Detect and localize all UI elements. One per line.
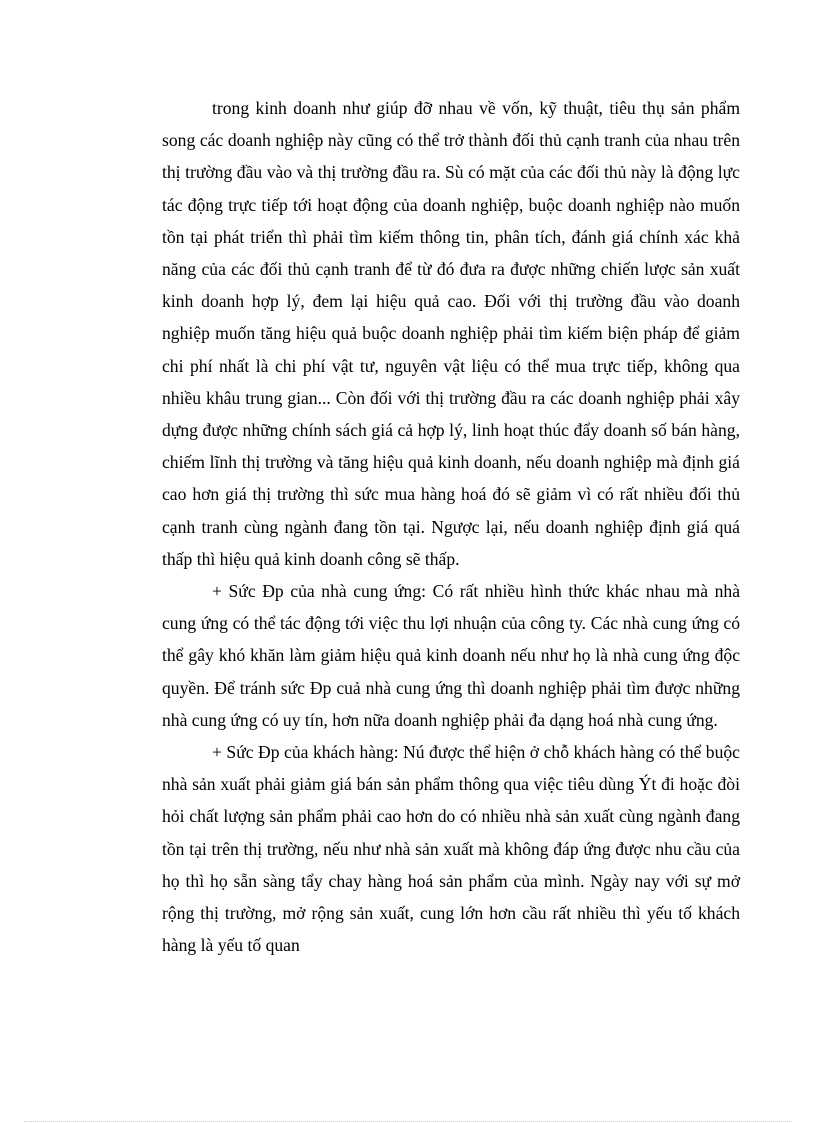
document-page (162, 92, 740, 961)
body-paragraph-supplier-pressure: + Sức Ðp của nhà cung ứng: Có rất nhiều hình thức khác nhau mà nhà cung ứng có thể tác động tới việc thu lợi nhuận của công ty. Các nhà cung ứng có thể gây khó khăn làm giảm hiệu quả kinh doanh nếu như họ là nhà cung ứng độc quyền. Để tránh sức Ðp cuả nhà cung ứng thì doanh nghiệp phải tìm được những nhà cung ứng có uy tín, hơn nữa doanh nghiệp phải đa dạng hoá nhà cung ứng. (162, 581, 740, 730)
body-paragraph-customer-pressure: + Sức Ðp của khách hàng: Nú được thể hiện ở chỗ khách hàng có thể buộc nhà sản xuất phải giảm giá bán sản phẩm thông qua việc tiêu dùng Ýt đi hoặc đòi hỏi chất lượng sản phẩm phải cao hơn do có nhiều nhà sản xuất cùng ngành đang tồn tại trên thị trường, nếu như nhà sản xuất mà không đáp ứng được nhu cầu của họ thì họ sẵn sàng tẩy chay hàng hoá sản phẩm của mình. Ngày nay với sự mở rộng thị trường, mở rộng sản xuất, cung lớn hơn cầu rất nhiều thì yếu tố khách hàng là yếu tố quan (162, 742, 740, 956)
body-paragraph-competitors: trong kinh doanh như giúp đỡ nhau về vốn, kỹ thuật, tiêu thụ sản phẩm song các doanh nghiệp này cũng có thể trở thành đối thủ cạnh tranh của nhau trên thị trường đầu vào và thị trường đầu ra. Sù có mặt của các đối thủ này là động lực tác động trực tiếp tới hoạt động của doanh nghiệp, buộc doanh nghiệp nào muốn tồn tại phát triển thì phải tìm kiếm thông tin, phân tích, đánh giá chính xác khả năng của các đối thủ cạnh tranh để từ đó đưa ra được những chiến lược sản xuất kinh doanh hợp lý, đem lại hiệu quả cao. Đối với thị trường đầu vào doanh nghiệp muốn tăng hiệu quả buộc doanh nghiệp phải tìm kiếm biện pháp để giảm chi phí nhất là chi phí vật tư, nguyên vật liệu có thể mua trực tiếp, không qua nhiều khâu trung gian... Còn đối với thị trường đầu ra các doanh nghiệp phải xây dựng được những chính sách giá cả hợp lý, linh hoạt thúc đẩy doanh số bán hàng, chiếm lĩnh thị trường và tăng hiệu quả kinh doanh, nếu doanh nghiệp mà định giá cao hơn giá thị trường thì sức mua hàng hoá đó sẽ giảm vì có rất nhiều đối thủ cạnh tranh cùng ngành đang tồn tại. Ngược lại, nếu doanh nghiệp định giá quá thấp thì hiệu quả kinh doanh công sẽ thấp. (162, 98, 740, 569)
page-bottom-divider (24, 1121, 792, 1122)
